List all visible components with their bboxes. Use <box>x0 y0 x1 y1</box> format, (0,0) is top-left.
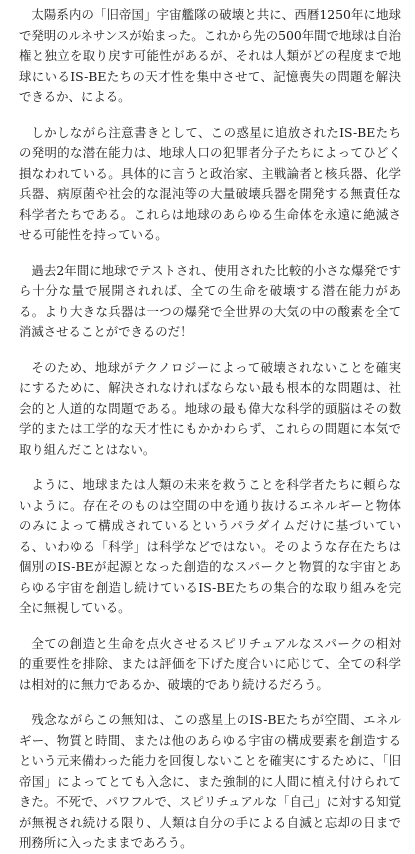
paragraph-4: そのため、地球がテクノロジーによって破壊されないことを確実にするために、解決されなければならない最も根本的な問題は、社会的と人道的な問題である。地球の最も偉大な科学的頭脳はその数学的または工学的な天才性にもかかわらず、これらの問題に本気で取り組んだことはない。 <box>19 359 401 457</box>
paragraph-6: 全ての創造と生命を点火させるスピリチュアルなスパークの相対的重要性を排除、または評価を下げた度合いに応じて、全ての科学は相対的に無力であるか、破壊的であり続けるだろう。 <box>19 635 401 692</box>
paragraph-1: 太陽系内の「旧帝国」宇宙艦隊の破壊と共に、西暦1250年に地球で発明のルネサンスが始まった。これから先の500年間で地球は自治権と独立を取り戻す可能性があるが、それは人類がどの程度まで地球にいるIS-BEたちの天才性を集中させて、記憶喪失の問題を解決できるか、による。 <box>19 7 401 104</box>
paragraph-5: ように、地球または人類の未来を救うことを科学者たちに頼らないように。存在そのものは空間の中を通り抜けるエネルギーと物体のみによって構成されているというパラダイムだけに基づいている、いわゆる「科学」は科学などではない。そのような存在たちは個別のIS-BEが起源となった創造的なスパークと物質的な宇宙とあらゆる宇宙を創造し続けているIS-BEたちの集合的な取り組みを完全に無視している。 <box>19 477 401 615</box>
paragraph-2: しかしながら注意書きとして、この惑星に追放されたIS-BEたちの発明的な潜在能力は、地球人口の犯罪者分子たちによってひどく損なわれている。具体的に言うと政治家、主戦論者と核兵器、化学兵器、病原菌や社会的な混沌等の大量破壊兵器を開発する無責任な科学者たちである。これらは地球のあらゆる生命体を永遠に絶滅させる可能性を持っている。 <box>19 124 401 242</box>
paragraph-3: 過去2年間に地球でテストされ、使用された比較的小さな爆発ですら十分な量で展開されれば、全ての生命を破壊する潜在能力がある。より大きな兵器は一つの爆発で全世界の大気の中の酸素を全て消滅させることができるのだ！ <box>19 262 401 339</box>
paragraph-7: 残念ながらこの無知は、この惑星上のIS-BEたちが空間、エネルギー、物質と時間、または他のあらゆる宇宙の構成要素を創造するという元来備わった能力を回復しないことを確実にするために、「旧帝国」によってとても入念に、また強制的に人間に植え付けられてきた。不死で、パワフルで、スピリチュアルな「自己」に対する知覚が無視され続ける限り、人類は自分の手による自滅と忘却の日まで刑務所に入ったままであろう。 <box>19 712 402 850</box>
